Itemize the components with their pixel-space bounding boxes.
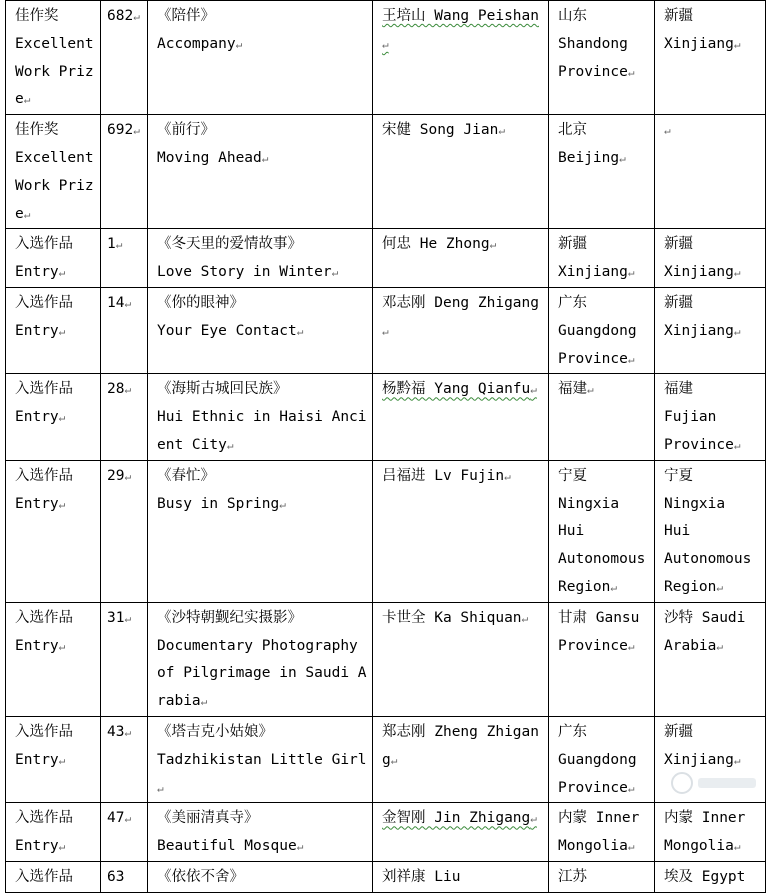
paragraph-mark-icon: ↵: [124, 469, 132, 483]
paragraph-mark-icon: ↵: [733, 753, 741, 767]
author-origin-text: 北京: [558, 122, 587, 139]
author-text: 何忠 He Zhong↵: [382, 236, 497, 253]
paragraph-mark-icon: ↵: [58, 411, 66, 425]
table-row: [6, 287, 766, 373]
award-text: Excellent: [15, 35, 94, 52]
entry-number-cell: [101, 861, 148, 892]
shooting-location-cell: [655, 1, 766, 115]
author-text: 王培山 Wang Peishan↵: [382, 8, 539, 51]
author-origin-cell: [549, 602, 655, 716]
paragraph-mark-icon: ↵: [382, 324, 389, 338]
author-origin-text: Autonomous Region↵: [558, 551, 646, 595]
author-origin-text: Guangdong: [558, 322, 637, 339]
paragraph-mark-icon: ↵: [733, 438, 741, 452]
paragraph-mark-icon: ↵: [58, 497, 66, 511]
table-row: [6, 716, 766, 802]
work-title-text: 《冬天里的爱情故事》: [157, 236, 302, 253]
author-origin-cell: [549, 460, 655, 602]
work-title-text: Moving Ahead↵: [157, 149, 269, 166]
award-text: 入选作品: [15, 381, 73, 398]
paragraph-mark-icon: ↵: [58, 639, 66, 653]
author-origin-cell: [549, 374, 655, 460]
award-text: 入选作品: [15, 810, 73, 827]
shooting-location-cell: [655, 287, 766, 373]
work-title-cell: [148, 861, 373, 892]
shooting-location-text: Xinjiang↵: [664, 322, 741, 339]
shooting-location-cell: [655, 229, 766, 288]
entry-number-cell: [101, 374, 148, 460]
paragraph-mark-icon: ↵: [235, 37, 243, 51]
entry-number-text: 682↵: [107, 8, 140, 24]
award-cell: [6, 115, 101, 229]
paragraph-mark-icon: ↵: [382, 37, 389, 51]
paragraph-mark-icon: ↵: [157, 781, 164, 795]
entry-number-cell: [101, 460, 148, 602]
author-origin-cell: [549, 1, 655, 115]
table-row: [6, 460, 766, 602]
award-text: Entry↵: [15, 751, 66, 768]
table-row: [6, 861, 766, 892]
shooting-location-text: 新疆: [664, 294, 693, 311]
paragraph-mark-icon: ↵: [331, 266, 339, 280]
shooting-location-text: 新疆: [664, 723, 693, 740]
paragraph-mark-icon: ↵: [627, 781, 635, 795]
author-cell: [373, 287, 549, 373]
shooting-location-text: Fujian: [664, 409, 717, 426]
shooting-location-cell: [655, 602, 766, 716]
entry-number-text: 47↵: [107, 810, 132, 827]
work-title-text: Accompany↵: [157, 35, 243, 52]
author-text: 刘祥康 Liu: [382, 868, 461, 885]
paragraph-mark-icon: ↵: [619, 151, 626, 165]
work-title-text: Hui Ethnic in Haisi Ancient City↵: [157, 409, 367, 453]
award-text: Entry↵: [15, 637, 66, 654]
award-text: 入选作品: [15, 609, 73, 626]
award-cell: [6, 716, 101, 802]
work-title-text: 《海斯古城回民族》: [157, 381, 288, 398]
award-text: 入选作品: [15, 467, 73, 484]
author-origin-text: Province↵: [558, 350, 635, 367]
award-text: Work Prize↵: [15, 63, 94, 108]
author-origin-text: Province↵: [558, 63, 635, 80]
paragraph-mark-icon: ↵: [124, 296, 132, 310]
author-origin-cell: [549, 287, 655, 373]
author-origin-text: 山东: [558, 8, 587, 24]
author-cell: [373, 115, 549, 229]
award-text: 入选作品: [15, 868, 73, 885]
author-cell: [373, 374, 549, 460]
table-row: [6, 1, 766, 115]
shooting-location-text: Autonomous Region↵: [664, 551, 752, 595]
paragraph-mark-icon: ↵: [58, 753, 66, 767]
paragraph-mark-icon: ↵: [733, 266, 741, 280]
paragraph-mark-icon: ↵: [627, 352, 635, 366]
work-title-cell: [148, 374, 373, 460]
paragraph-mark-icon: ↵: [733, 840, 741, 854]
shooting-location-cell: [655, 803, 766, 862]
author-origin-text: 广东: [558, 294, 587, 311]
award-cell: [6, 861, 101, 892]
table-row: [6, 803, 766, 862]
paragraph-mark-icon: ↵: [733, 37, 741, 51]
work-title-cell: [148, 460, 373, 602]
paragraph-mark-icon: ↵: [489, 238, 497, 252]
shooting-location-text: Xinjiang↵: [664, 264, 741, 281]
paragraph-mark-icon: ↵: [610, 580, 618, 594]
author-origin-text: Hui: [558, 523, 585, 540]
entry-number-text: 28↵: [107, 381, 132, 398]
work-title-text: Beautiful Mosque↵: [157, 838, 304, 855]
paragraph-mark-icon: ↵: [296, 324, 304, 338]
author-text: 吕福进 Lv Fujin↵: [382, 467, 511, 484]
award-list-body: [6, 1, 766, 893]
award-text: Entry↵: [15, 264, 66, 281]
entry-number-text: 31↵: [107, 609, 132, 626]
paragraph-mark-icon: ↵: [124, 611, 132, 625]
entry-number-cell: [101, 1, 148, 115]
entry-number-cell: [101, 229, 148, 288]
paragraph-mark-icon: ↵: [23, 207, 31, 221]
entry-number-text: 692↵: [107, 122, 140, 139]
author-origin-text: Province↵: [558, 779, 635, 796]
paragraph-mark-icon: ↵: [200, 695, 208, 709]
shooting-location-text: 埃及 Egypt: [664, 868, 746, 885]
paragraph-mark-icon: ↵: [627, 266, 635, 280]
table-row: [6, 374, 766, 460]
author-text: 杨黔福 Yang Qianfu↵: [382, 381, 537, 398]
award-text: Entry↵: [15, 409, 66, 426]
author-origin-text: 内蒙 Inner Mongolia↵: [558, 810, 640, 855]
author-origin-text: Ningxia: [558, 495, 620, 512]
entry-number-cell: [101, 602, 148, 716]
author-text: 宋健 Song Jian↵: [382, 122, 505, 139]
paragraph-mark-icon: ↵: [58, 266, 66, 280]
shooting-location-cell: [655, 374, 766, 460]
award-text: Excellent: [15, 149, 94, 166]
work-title-text: Your Eye Contact↵: [157, 322, 304, 339]
paragraph-mark-icon: ↵: [521, 611, 529, 625]
work-title-text: 《依依不舍》: [157, 868, 244, 885]
work-title-cell: [148, 1, 373, 115]
author-origin-text: 宁夏: [558, 467, 587, 484]
watermark-icon: [668, 768, 760, 798]
shooting-location-text: 内蒙 Inner Mongolia↵: [664, 810, 746, 855]
award-text: Work Prize↵: [15, 177, 94, 222]
work-title-text: Busy in Spring↵: [157, 495, 286, 512]
table-row: [6, 602, 766, 716]
paragraph-mark-icon: ↵: [390, 753, 398, 767]
author-cell: [373, 716, 549, 802]
author-cell: [373, 229, 549, 288]
shooting-location-cell: [655, 460, 766, 602]
award-text: Entry↵: [15, 322, 66, 339]
shooting-location-text: 新疆: [664, 236, 693, 253]
author-origin-text: 福建↵: [558, 381, 594, 398]
work-title-text: 《美丽清真寺》: [157, 810, 259, 827]
award-text: 入选作品: [15, 723, 73, 740]
paragraph-mark-icon: ↵: [530, 812, 537, 826]
shooting-location-text: 福建: [664, 381, 693, 398]
paragraph-mark-icon: ↵: [664, 124, 671, 138]
shooting-location-text: Ningxia: [664, 495, 726, 512]
work-title-text: Documentary Photography of Pilgrimage in Saudi Arabia↵: [157, 637, 367, 710]
award-cell: [6, 229, 101, 288]
paragraph-mark-icon: ↵: [115, 238, 123, 252]
work-title-text: 《春忙》: [157, 467, 215, 484]
entry-number-cell: [101, 716, 148, 802]
paragraph-mark-icon: ↵: [124, 383, 132, 397]
author-origin-text: 甘肃 Gansu Province↵: [558, 609, 640, 654]
author-origin-cell: [549, 229, 655, 288]
shooting-location-text: 宁夏: [664, 467, 693, 484]
paragraph-mark-icon: ↵: [279, 497, 286, 511]
author-origin-cell: [549, 115, 655, 229]
entry-number-text: 43↵: [107, 723, 132, 740]
paragraph-mark-icon: ↵: [627, 65, 635, 79]
paragraph-mark-icon: ↵: [226, 438, 234, 452]
award-text: 佳作奖: [15, 8, 59, 24]
entry-number-cell: [101, 115, 148, 229]
award-cell: [6, 374, 101, 460]
shooting-location-text: Xinjiang↵: [664, 751, 741, 768]
paragraph-mark-icon: ↵: [530, 383, 537, 397]
award-text: Entry↵: [15, 495, 66, 512]
shooting-location-text: Xinjiang↵: [664, 35, 741, 52]
paragraph-mark-icon: ↵: [23, 93, 31, 107]
entry-number-text: 14↵: [107, 294, 132, 311]
table-row: [6, 115, 766, 229]
author-origin-cell: [549, 861, 655, 892]
entry-number-text: 1↵: [107, 236, 123, 253]
entry-number-text: 63: [107, 868, 125, 885]
shooting-location-text: 沙特 Saudi Arabia↵: [664, 609, 746, 654]
shooting-location-text: 新疆: [664, 8, 693, 24]
paragraph-mark-icon: ↵: [133, 124, 140, 138]
author-cell: [373, 460, 549, 602]
award-cell: [6, 803, 101, 862]
author-origin-text: Beijing↵: [558, 149, 626, 166]
work-title-text: 《前行》: [157, 122, 215, 139]
table-row: [6, 229, 766, 288]
award-list-table: [5, 0, 766, 893]
paragraph-mark-icon: ↵: [124, 725, 132, 739]
work-title-text: 《你的眼神》: [157, 294, 244, 311]
shooting-location-text: Province↵: [664, 436, 741, 453]
paragraph-mark-icon: ↵: [716, 580, 724, 594]
award-cell: [6, 460, 101, 602]
paragraph-mark-icon: ↵: [58, 324, 66, 338]
author-origin-text: Guangdong: [558, 751, 637, 768]
shooting-location-cell: [655, 861, 766, 892]
award-cell: [6, 602, 101, 716]
author-text: 郑志刚 Zheng Zhigang↵: [382, 723, 539, 768]
paragraph-mark-icon: ↵: [498, 124, 505, 138]
paragraph-mark-icon: ↵: [733, 324, 741, 338]
author-text: 卡世全 Ka Shiquan↵: [382, 609, 529, 626]
award-text: Entry↵: [15, 838, 66, 855]
work-title-text: 《沙特朝觐纪实摄影》: [157, 609, 302, 626]
paragraph-mark-icon: ↵: [296, 840, 304, 854]
paragraph-mark-icon: ↵: [504, 469, 511, 483]
author-cell: [373, 803, 549, 862]
author-origin-text: 新疆: [558, 236, 587, 253]
paragraph-mark-icon: ↵: [124, 812, 132, 826]
work-title-cell: [148, 229, 373, 288]
paragraph-mark-icon: ↵: [133, 10, 140, 23]
award-text: 入选作品: [15, 294, 73, 311]
shooting-location-text: Hui: [664, 523, 691, 540]
award-text: 佳作奖: [15, 122, 59, 139]
author-origin-text: 江苏: [558, 868, 587, 885]
paragraph-mark-icon: ↵: [627, 840, 635, 854]
work-title-cell: [148, 287, 373, 373]
author-cell: [373, 861, 549, 892]
award-cell: [6, 1, 101, 115]
entry-number-text: 29↵: [107, 467, 132, 484]
author-cell: [373, 602, 549, 716]
author-origin-text: Shandong: [558, 35, 628, 52]
shooting-location-text: [664, 117, 761, 145]
work-title-cell: [148, 602, 373, 716]
paragraph-mark-icon: ↵: [627, 639, 635, 653]
award-cell: [6, 287, 101, 373]
paragraph-mark-icon: ↵: [58, 840, 66, 854]
work-title-cell: [148, 803, 373, 862]
work-title-text: Tadzhikistan Little Girl↵: [157, 751, 367, 795]
author-origin-text: 广东: [558, 723, 587, 740]
work-title-text: 《塔吉克小姑娘》: [157, 723, 273, 740]
author-origin-cell: [549, 716, 655, 802]
paragraph-mark-icon: ↵: [261, 151, 269, 165]
paragraph-mark-icon: ↵: [716, 639, 724, 653]
award-text: 入选作品: [15, 236, 73, 253]
work-title-cell: [148, 716, 373, 802]
author-text: 金智刚 Jin Zhigang↵: [382, 810, 537, 827]
work-title-text: 《陪伴》: [157, 8, 215, 24]
author-origin-text: Xinjiang↵: [558, 264, 635, 281]
work-title-text: Love Story in Winter↵: [157, 264, 339, 281]
author-text: 邓志刚 Deng Zhigang↵: [382, 294, 539, 338]
shooting-location-cell: [655, 115, 766, 229]
paragraph-mark-icon: ↵: [587, 383, 594, 397]
work-title-cell: [148, 115, 373, 229]
author-cell: [373, 1, 549, 115]
author-origin-cell: [549, 803, 655, 862]
entry-number-cell: [101, 287, 148, 373]
entry-number-cell: [101, 803, 148, 862]
